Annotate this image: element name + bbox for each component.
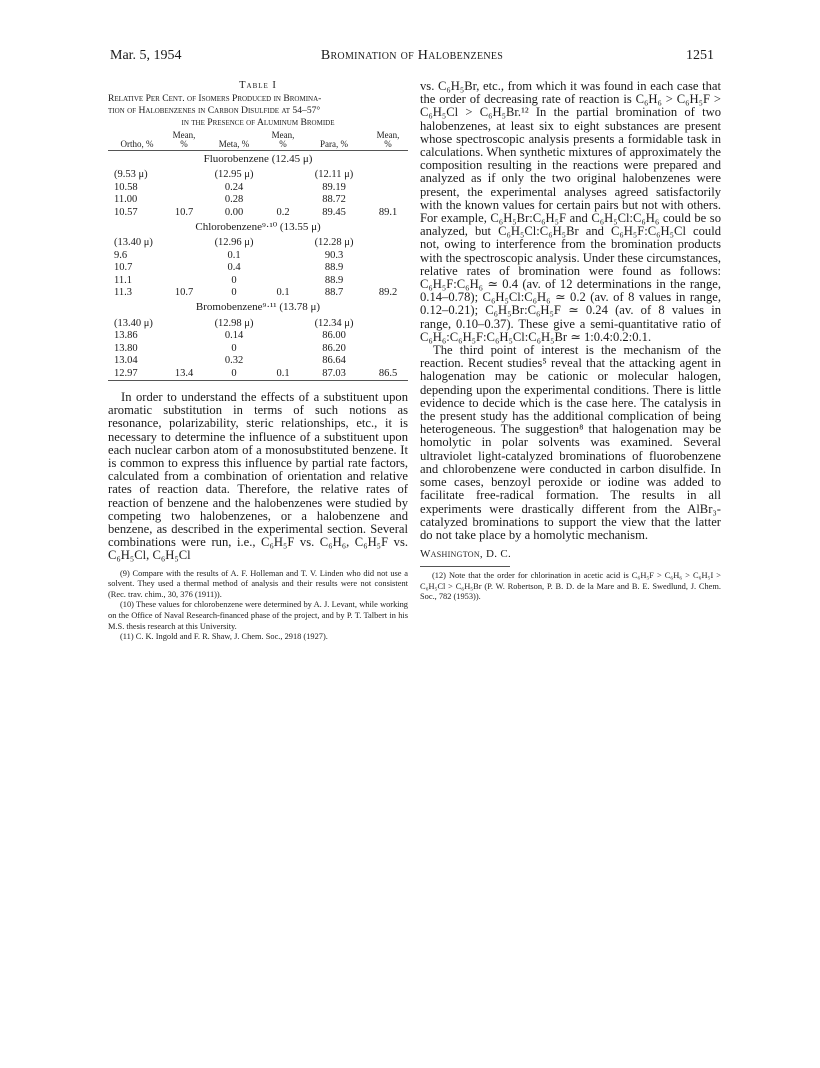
table-cell: 0.00: [224, 206, 244, 218]
col-header-mean: Mean, %: [266, 131, 300, 151]
table-cell: 13.86: [114, 330, 138, 342]
table-label: Table I: [239, 80, 277, 91]
footnote: (10) These values for chlorobenzene were determined by A. J. Levant, while working on the Office of Naval Research-financed phase of the project, and by P. T. Talbert in his M.S. thesis research at this University.: [108, 600, 408, 631]
table-cell: [368, 275, 408, 287]
left-column: [108, 80, 408, 643]
table-cell: (13.40 μ): [114, 237, 153, 249]
table-caption-line: in the Presence of Aluminum Bromide: [181, 117, 335, 128]
header-title: Bromination of Halobenzenes: [320, 48, 504, 63]
table-cell: 10.57: [114, 206, 138, 218]
table-cell: [266, 194, 300, 206]
table-cell: 88.9: [324, 262, 344, 274]
table-cell: 13.80: [114, 342, 138, 354]
body-paragraph: The third point of interest is the mechanism of the reaction. Recent studies⁵ reveal that the attacking agent in halogenation may be cationic or molecular halogen, depending upon the experimental conditions. There is little evidence to decide which is the case here. The catalysis in the present study has the additional complication of being heterogeneous. The suggestion⁸ that halogenation may be homolytic in polar solvents was examined. Several ultraviolet light-catalyzed brominations of fluorobenzene and chlorobenzene were conducted in carbon disulfide. In some cases, benzoyl peroxide or iodine was added to facilitate free-radical formation. The results in all experiments were drastically different from the AlBr₃-catalyzed brominations to support the view that the latter do not take place by a homolytic mechanism.: [420, 343, 721, 542]
table-cell: [266, 169, 300, 181]
table-cell: [266, 182, 300, 194]
table-cell: 0.1: [266, 368, 300, 381]
header-date: Mar. 5, 1954: [110, 48, 182, 63]
table-cell: 11.1: [114, 274, 132, 286]
footnote: (9) Compare with the results of A. F. Holleman and T. V. Linden who did not use a solvent. They used a thermal method of analysis and their results were not consistent (Rec. trav. chim., 30, 376 (1911)).: [108, 568, 408, 599]
table-cell: 10.7: [114, 262, 133, 274]
table-row: [108, 355, 408, 367]
table-row: [108, 182, 408, 194]
table-row: [108, 330, 408, 342]
table-row: [108, 275, 408, 287]
table-cell: 88.72: [322, 194, 346, 206]
table-cell: [166, 237, 202, 249]
table-row: [108, 368, 408, 381]
isomer-table: [108, 131, 408, 381]
table-cell: 0: [202, 368, 266, 381]
col-header-mean: Mean, %: [166, 131, 202, 151]
table-cell: [368, 194, 408, 206]
table-cell: 0.1: [227, 249, 241, 261]
col-header-ortho: Ortho, %: [108, 131, 166, 151]
header-page-number: 1251: [686, 48, 714, 63]
table-row: [108, 237, 408, 249]
table-cell: 0: [231, 342, 237, 354]
table-cell: [166, 330, 202, 342]
table-cell: [368, 330, 408, 342]
table-cell: 0.1: [276, 287, 290, 299]
table-cell: 86.20: [322, 342, 346, 354]
body-paragraph: vs. C₆H₅Br, etc., from which it was found in each case that the order of decreasing rate of reaction is C₆H₆ > C₆H₅F > C₆H₅Cl > C₆H₅Br.¹² In the partial bromination of two halobenzenes, at least six to eight substances are present whose spectroscopic analysis presents a formidable task in calculations. When synthetic mixtures of approximately the composition resulting in the reactions were prepared and analyzed as if only the two original halobenzenes were present, the experimental analyses agreed satisfactorily with the known values for certain pairs but not with others. For example, C₆H₅Br:C₆H₅F and C₆H₅Cl:C₆H₆ could be so analyzed, but C₆H₅Cl:C₆H₅Br and C₆H₅F:C₆H₅Cl could not, owing to interference from the bromination products with the spectroscopic analysis. Under these circumstances, relative rates of bromination were found as follows: C₆H₅F:C₆H₆ ≃ 0.4 (av. of 12 determinations in the range, 0.14–0.78); C₆H₅Cl:C₆H₆ ≃ 0.2 (av. of 8 values in range, 0.12–0.21); C₆H₅Br:C₆H₅F ≃ 0.24 (av. of 8 values in range, 0.10–0.37). These give a semi-quantitative ratio of C₆H₆:C₆H₅F:C₆H₅Cl:C₆H₅Br ≃ 1:0.4:0.2:0.1.: [420, 79, 721, 344]
table-row: [108, 250, 408, 262]
table-cell: [368, 169, 408, 181]
table-row: [108, 287, 408, 299]
col-header-para: Para, %: [300, 131, 368, 151]
table-cell: [166, 250, 202, 262]
table-row: [108, 262, 408, 274]
table-cell: (9.53 μ): [114, 169, 148, 181]
table-cell: [166, 355, 202, 367]
body-paragraph: In order to understand the effects of a substituent upon aromatic substitution in terms of such notions as resonance, polarizability, steric relationships, etc., it is necessary to determine the influence of a substituent upon each nuclear carbon atom of a monosubstituted benzene. It is common to express this influence by partial rate factors, calculated from a combination of orientation and relative rates of reaction data. Therefore, the relative rates of reaction of benzene and the halobenzenes were studied by competing two halobenzenes, or a halobenzene and benzene, as described in the experimental section. Several combinations were run, i.e., C₆H₅F vs. C₆H₆, C₆H₅F vs. C₆H₅Cl, C₆H₅Cl: [108, 389, 408, 563]
table-cell: 88.9: [324, 274, 344, 286]
table-cell: [368, 262, 408, 274]
table-caption-line: Relative Per Cent. of Isomers Produced in Bromina-: [108, 93, 322, 104]
table-cell: [166, 194, 202, 206]
table-cell: 89.19: [322, 181, 346, 193]
affiliation-city: Washington, D. C.: [420, 548, 512, 561]
table-cell: (13.40 μ): [114, 317, 153, 329]
table-cell: (12.98 μ): [214, 317, 254, 329]
footnote: (11) C. K. Ingold and F. R. Shaw, J. Chem. Soc., 2918 (1927).: [120, 632, 328, 642]
table-cell: [266, 355, 300, 367]
table-cell: 0.24: [224, 181, 244, 193]
table-cell: [266, 262, 300, 274]
table-cell: [368, 237, 408, 249]
table-cell: [166, 318, 202, 330]
table-cell: (12.11 μ): [314, 169, 354, 181]
table-cell: [368, 250, 408, 262]
table-group-label: Chlorobenzene⁹·¹⁰ (13.55 μ): [195, 221, 321, 234]
col-header-mean: Mean, %: [368, 131, 408, 151]
table-cell: [368, 318, 408, 330]
table-cell: [166, 169, 202, 181]
table-cell: 86.5: [368, 368, 408, 381]
table-cell: [266, 237, 300, 249]
table-cell: [266, 343, 300, 355]
table-cell: (12.96 μ): [214, 237, 254, 249]
table-cell: [368, 182, 408, 194]
table-cell: [166, 343, 202, 355]
table-row: [108, 169, 408, 181]
table-cell: 11.00: [114, 194, 138, 206]
table-cell: [368, 343, 408, 355]
table-cell: [266, 275, 300, 287]
footnotes: [108, 569, 408, 643]
table-row: [108, 207, 408, 219]
table-cell: [368, 355, 408, 367]
table-cell: 10.7: [174, 206, 194, 218]
table-row: [108, 194, 408, 206]
table-cell: 10.7: [174, 287, 194, 299]
table-cell: (12.34 μ): [314, 317, 354, 329]
table-cell: 86.00: [322, 330, 346, 342]
table-cell: 0.2: [276, 206, 290, 218]
table-cell: [266, 250, 300, 262]
footnote-rule: [420, 566, 510, 567]
table-cell: 12.97: [108, 368, 166, 381]
table-cell: 88.7: [324, 287, 344, 299]
right-column: [420, 80, 721, 603]
table-cell: (12.28 μ): [314, 237, 354, 249]
table-cell: 86.64: [322, 355, 346, 367]
table-cell: 89.45: [322, 206, 346, 218]
table-cell: [166, 275, 202, 287]
table-caption-line: tion of Halobenzenes in Carbon Disulfide at 54–57°: [108, 105, 321, 116]
table-row: [108, 318, 408, 330]
table-cell: 11.3: [114, 287, 132, 299]
table-cell: 13.4: [166, 368, 202, 381]
table-cell: (12.95 μ): [214, 169, 254, 181]
table-cell: [166, 262, 202, 274]
table-group-label: Bromobenzene⁹·¹¹ (13.78 μ): [195, 301, 321, 314]
col-header-meta: Meta, %: [202, 131, 266, 151]
table-cell: 0.4: [227, 262, 241, 274]
table-cell: 13.04: [114, 355, 138, 367]
table-cell: 10.58: [114, 181, 138, 193]
table-cell: 90.3: [324, 249, 344, 261]
table-cell: 0.32: [224, 355, 244, 367]
table-row: [108, 343, 408, 355]
table-body: [108, 151, 408, 381]
table-cell: 0: [231, 274, 237, 286]
table-cell: 0: [231, 287, 237, 299]
running-header: [110, 48, 714, 66]
table-cell: [166, 182, 202, 194]
table-cell: [266, 330, 300, 342]
table-cell: [266, 318, 300, 330]
table-cell: 9.6: [114, 249, 128, 261]
footnote: (12) Note that the order for chlorination in acetic acid is C₆H₅F > C₆H₆ > C₆H₅I > C₆H₅Cl > C₆H₅Br (P. W. Robertson, P. B. D. de la Mare and B. E. Swedlund, J. Chem. Soc., 782 (1953)).: [420, 571, 721, 602]
table-cell: 0.28: [224, 194, 244, 206]
table-cell: 87.03: [300, 368, 368, 381]
table-group-label: Fluorobenzene (12.45 μ): [203, 153, 313, 165]
table-cell: 0.14: [224, 330, 244, 342]
table-cell: 89.1: [378, 206, 398, 218]
table-cell: 89.2: [378, 287, 398, 299]
